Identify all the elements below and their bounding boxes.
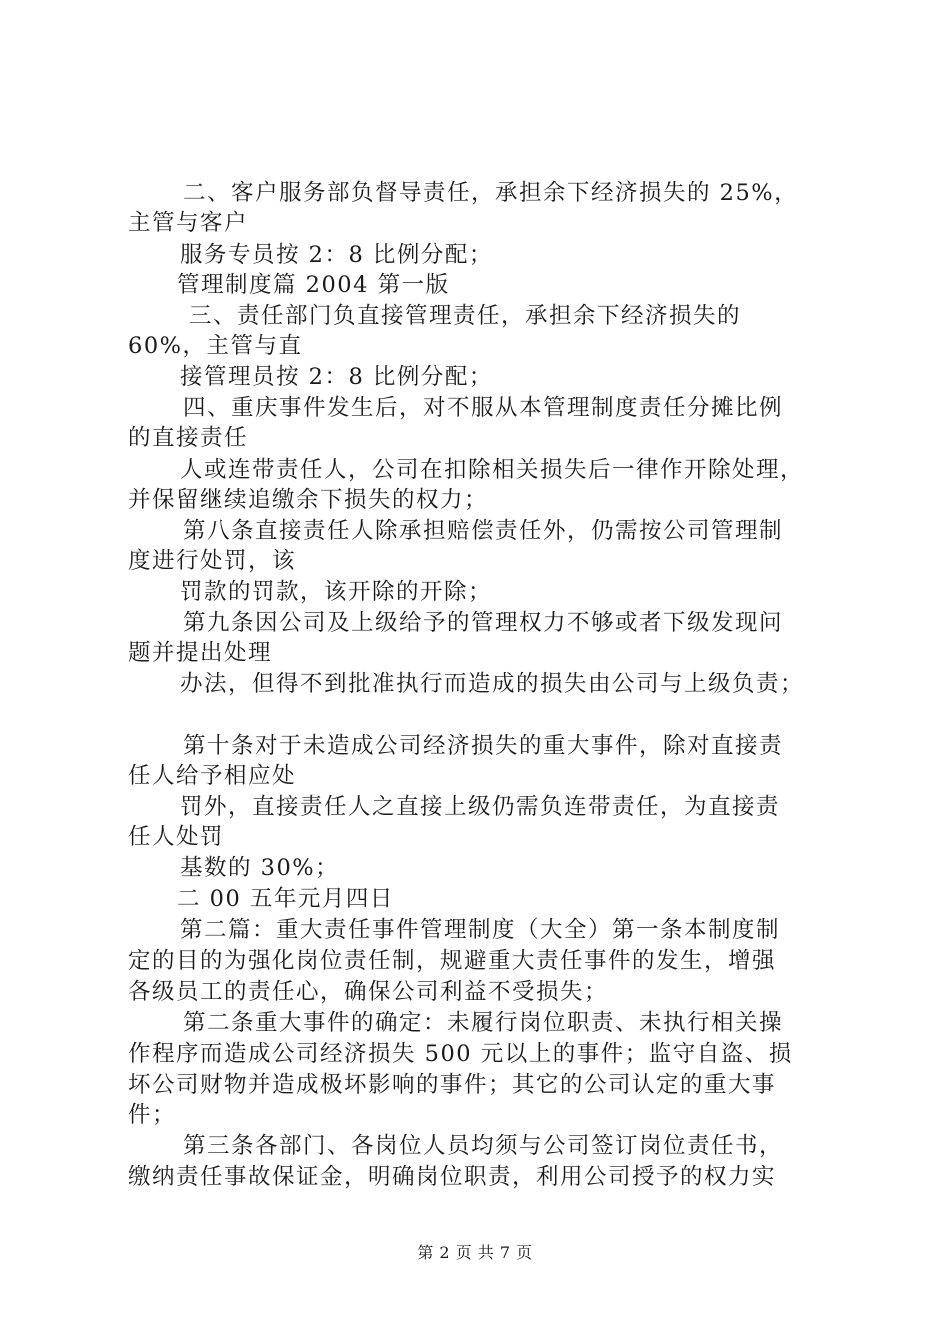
text-line: 罚款的罚款，该开除的开除； xyxy=(180,579,493,605)
text-line: 作程序而造成公司经济损失 500 元以上的事件；监守自盗、损 xyxy=(128,1041,793,1067)
text-line: 三、责任部门负直接管理责任，承担余下经济损失的 xyxy=(189,303,742,329)
text-line: 60%，主管与直 xyxy=(128,333,303,359)
text-line: 第二条重大事件的确定：未履行岗位职责、未执行相关操 xyxy=(183,1010,784,1036)
text-line: 的直接责任 xyxy=(128,425,249,451)
text-line: 罚外，直接责任人之直接上级仍需负连带责任，为直接责 xyxy=(180,794,781,820)
text-line: 缴纳责任事故保证金，明确岗位职责，利用公司授予的权力实 xyxy=(128,1164,777,1190)
page-number-footer: 第 2 页 共 7 页 xyxy=(417,1243,533,1262)
text-line: 第二篇：重大责任事件管理制度（大全）第一条本制度制 xyxy=(180,917,781,943)
text-line: 主管与客户 xyxy=(128,210,249,236)
text-line: 基数的 30%； xyxy=(180,855,340,881)
text-line: 任人给予相应处 xyxy=(128,763,297,789)
text-line: 二 00 五年元月四日 xyxy=(177,886,394,912)
text-line: 服务专员按 2：8 比例分配； xyxy=(180,242,493,268)
text-line: 第三条各部门、各岗位人员均须与公司签订岗位责任书， xyxy=(183,1133,784,1159)
text-line: 第九条因公司及上级给予的管理权力不够或者下级发现问 xyxy=(183,610,784,636)
text-line: 二、客户服务部负督导责任，承担余下经济损失的 25%， xyxy=(183,180,799,206)
text-line: 坏公司财物并造成极坏影响的事件；其它的公司认定的重大事 xyxy=(128,1072,777,1098)
text-line: 题并提出处理 xyxy=(128,640,273,666)
text-line: 度进行处罚，该 xyxy=(128,548,297,574)
text-line: 四、重庆事件发生后，对不服从本管理制度责任分摊比例 xyxy=(183,395,784,421)
text-line: 并保留继续追缴余下损失的权力； xyxy=(128,487,489,513)
text-line: 件； xyxy=(128,1102,177,1128)
text-line: 任人处罚 xyxy=(128,824,225,850)
text-line: 定的目的为强化岗位责任制，规避重大责任事件的发生，增强 xyxy=(128,948,777,974)
text-line: 人或连带责任人，公司在扣除相关损失后一律作开除处理， xyxy=(180,457,805,483)
text-line: 第十条对于未造成公司经济损失的重大事件，除对直接责 xyxy=(183,733,784,759)
text-line: 接管理员按 2：8 比例分配； xyxy=(180,364,493,390)
text-line: 第八条直接责任人除承担赔偿责任外，仍需按公司管理制 xyxy=(183,518,784,544)
text-line: 管理制度篇 2004 第一版 xyxy=(177,272,450,298)
text-line: 办法，但得不到批准执行而造成的损失由公司与上级负责； xyxy=(180,671,805,697)
text-line: 各级员工的责任心，确保公司利益不受损失； xyxy=(128,979,609,1005)
